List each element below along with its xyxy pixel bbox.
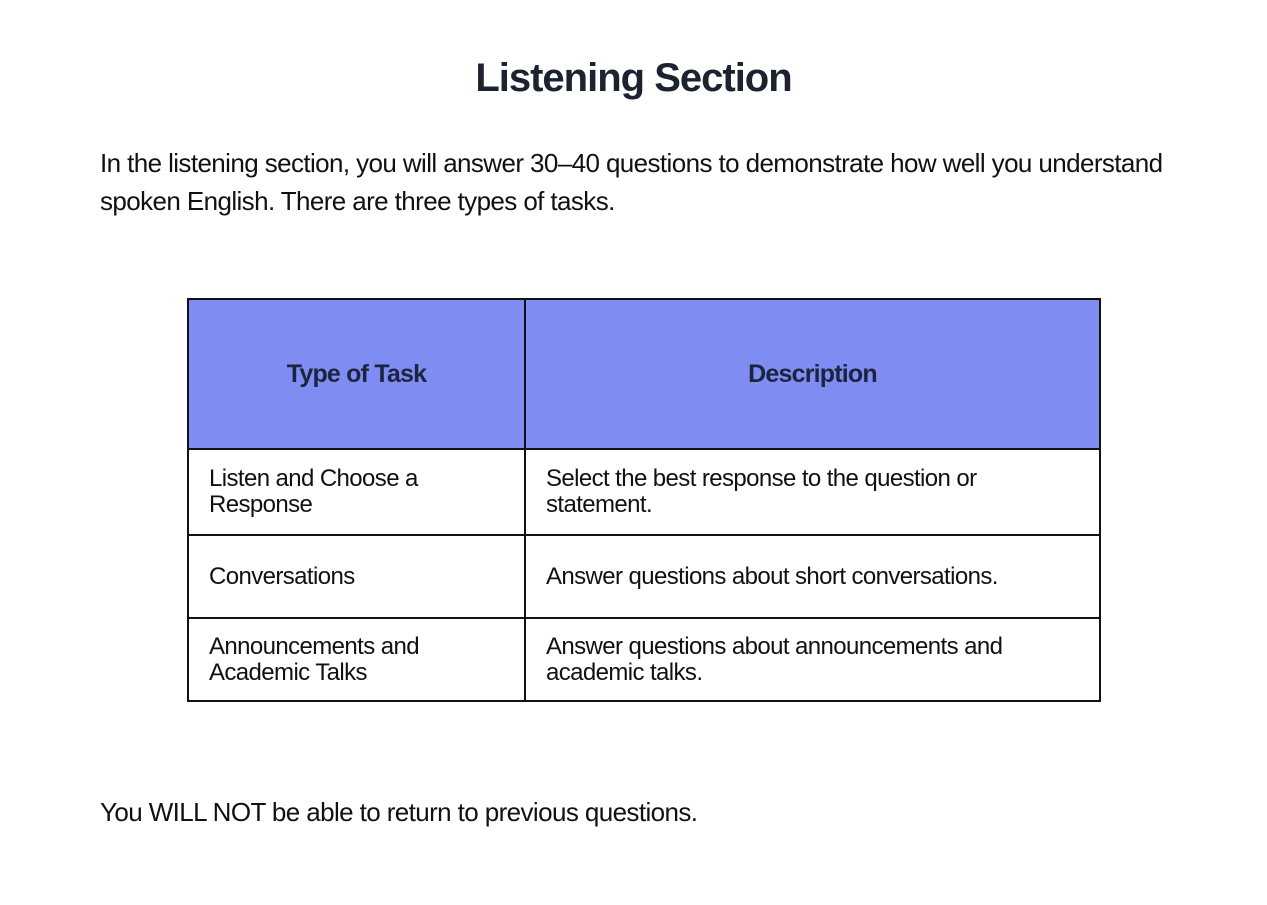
return-warning-note: You WILL NOT be able to return to previous questions.: [100, 797, 698, 827]
table-row: [188, 535, 1100, 618]
task-type-cell: Listen and Choose a Response: [188, 449, 525, 535]
task-description-cell: Select the best response to the question or statement.: [525, 449, 1100, 535]
table-row: [188, 618, 1100, 701]
table-row: [188, 449, 1100, 535]
task-type-cell: Conversations: [188, 535, 525, 618]
table-body: [188, 449, 1100, 701]
header-description: Description: [525, 299, 1100, 449]
table-header-row: [188, 299, 1100, 449]
task-types-table: [187, 298, 1101, 702]
task-description-cell: Answer questions about short conversations.: [525, 535, 1100, 618]
table-header: [188, 299, 1100, 449]
task-type-cell: Announcements and Academic Talks: [188, 618, 525, 701]
task-description-cell: Answer questions about announcements and academic talks.: [525, 618, 1100, 701]
intro-paragraph: In the listening section, you will answer 30–40 questions to demonstrate how well you understand spoken English. There are three types of tasks.: [100, 148, 1163, 216]
header-type-of-task: Type of Task: [188, 299, 525, 449]
page-title: Listening Section: [475, 56, 792, 100]
